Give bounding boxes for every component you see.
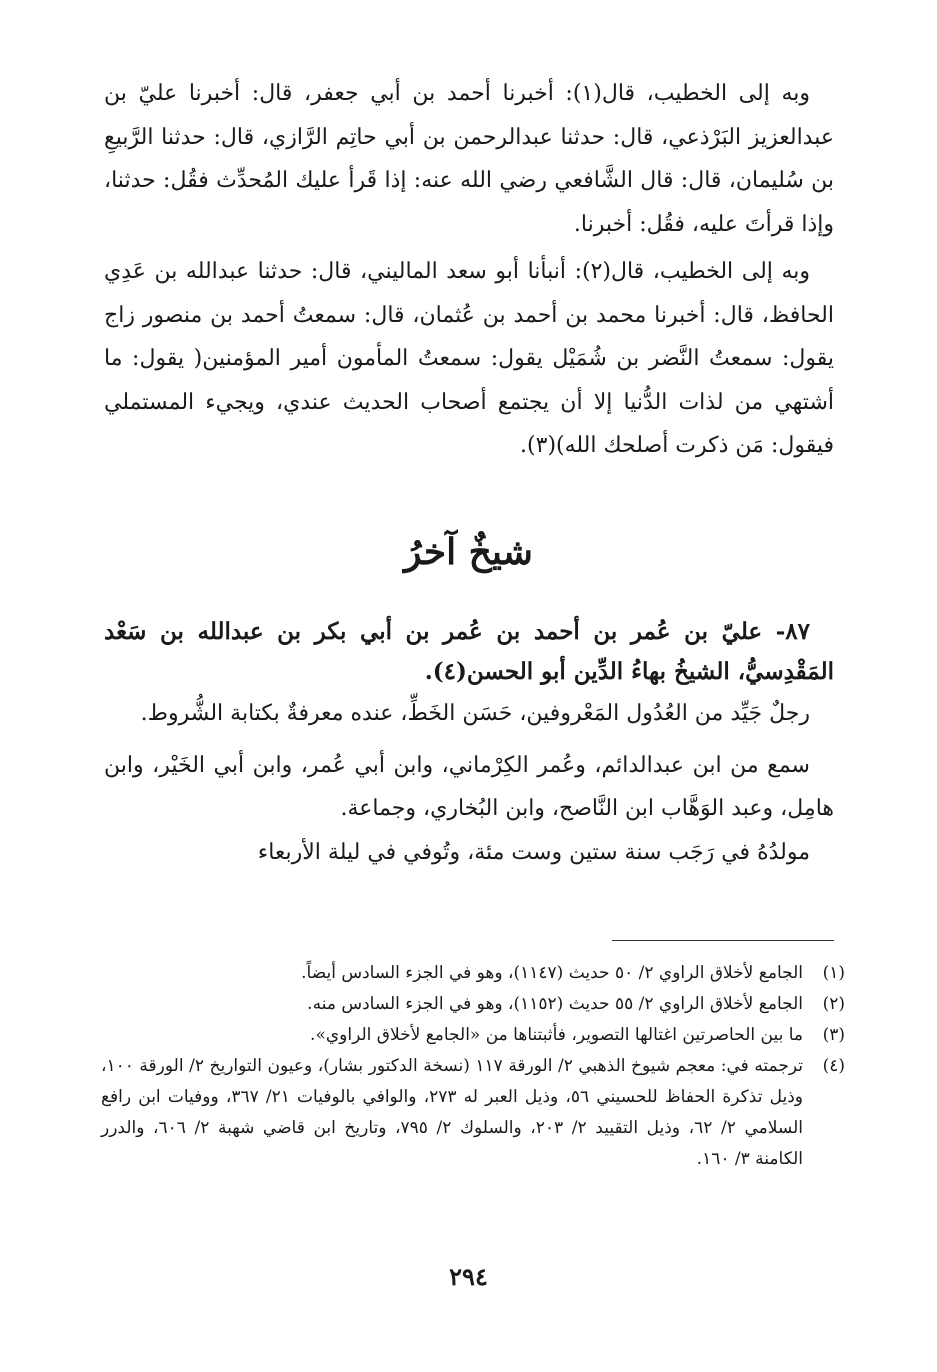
- footnote-number: (٣): [822, 1025, 845, 1045]
- paragraph-khatib-mamun: وبه إلى الخطيب، قال(٢): أنبأنا أبو سعد الماليني، قال: حدثنا عبدالله بن عَدِي الحافظ، قال: أخبرنا محمد بن أحمد بن عُثمان، قال: سمعتُ أحمد بن منصور زاج يقول: سمعتُ النَّضر بن شُمَيْل يقول: سمعتُ المأمون أمير المؤمنين( يقول: ما أشتهي من لذات الدُّنيا إلا أن يجتمع أصحاب الحديث عندي، ويجيء المستملي فيقول: مَن ذكرت أصلحك الله)(٣).: [104, 259, 834, 458]
- footnote-number: (٢): [822, 994, 845, 1014]
- footnote-text: ما بين الحاصرتين اغتالها التصوير، فأثبتناها من «الجامع لأخلاق الراوي».: [310, 1025, 803, 1045]
- biography-entry: [104, 612, 834, 874]
- footnote-item: [101, 1051, 845, 1175]
- footnotes: [101, 958, 845, 1175]
- footnote-item: [101, 989, 845, 1020]
- footnote-text: ترجمته في: معجم شيوخ الذهبي ٢/ الورقة ١١٧ (نسخة الدكتور بشار)، وعيون التواريخ ٢/ الورقة ١٠٠، وذيل تذكرة الحفاظ للحسيني ٥٦، وذيل العبر له ٢٧٣، والوافي بالوفيات ٢١/ ٣٦٧، ووفيات ابن رافع السلامي ٢/ ٦٢، وذيل التقييد ٢/ ٢٠٣، والسلوك ٢/ ٧٩٥، وتاريخ ابن قاضي شهبة ٢/ ٦٠٦، والدرر الكامنة ٣/ ١٦٠.: [101, 1056, 804, 1169]
- main-text: [104, 72, 834, 468]
- footnote-item: [101, 1020, 845, 1051]
- page-number: ٢٩٤: [449, 1262, 488, 1291]
- paragraph-khatib-shafii: وبه إلى الخطيب، قال(١): أخبرنا أحمد بن أبي جعفر، قال: أخبرنا عليّ بن عبدالعزيز البَرْذعي، قال: حدثنا عبدالرحمن بن أبي حاتِم الرَّازي، قال: حدثنا الرَّبيعِ بن سُليمان، قال: قال الشَّافعي رضي الله عنه: إذا قَرأ عليك المُحدِّث فقُل: حدثنا، وإذا قرأتَ عليه، فقُل: أخبرنا.: [104, 81, 834, 237]
- footnote-item: [101, 958, 845, 989]
- section-title: شيخٌ آخرُ: [404, 531, 533, 573]
- entry-heading: ٨٧- عليّ بن عُمر بن أحمد بن عُمر بن أبي بكر بن عبدالله بن سَعْد المَقْدِسيُّ، الشيخُ بهاءُ الدِّين أبو الحسن(٤).: [104, 618, 834, 685]
- footnote-number: (٤): [822, 1056, 845, 1076]
- entry-description: رجلٌ جَيِّد من العُدُول المَعْروفين، حَسَن الخَطِّ، عنده معرفةٌ بكتابة الشُّروط.: [140, 701, 810, 726]
- entry-birth: مولدُهُ في رَجَب سنة ستين وست مئة، وتُوفي في ليلة الأربعاء: [257, 839, 810, 865]
- entry-teachers: سمع من ابن عبدالدائم، وعُمر الكِرْماني، وابن أبي عُمر، وابن أبي الخَيْر، وابن هامِل، وعبد الوَهَّاب ابن النَّاصح، وابن البُخاري، وجماعة.: [104, 752, 834, 821]
- footnote-separator: [612, 940, 834, 941]
- footnote-text: الجامع لأخلاق الراوي ٢/ ٥٥ حديث (١١٥٢)، وهو في الجزء السادس منه.: [307, 994, 803, 1014]
- footnote-text: الجامع لأخلاق الراوي ٢/ ٥٠ حديث (١١٤٧)، وهو في الجزء السادس أيضاً.: [301, 963, 803, 983]
- footnote-number: (١): [822, 963, 845, 983]
